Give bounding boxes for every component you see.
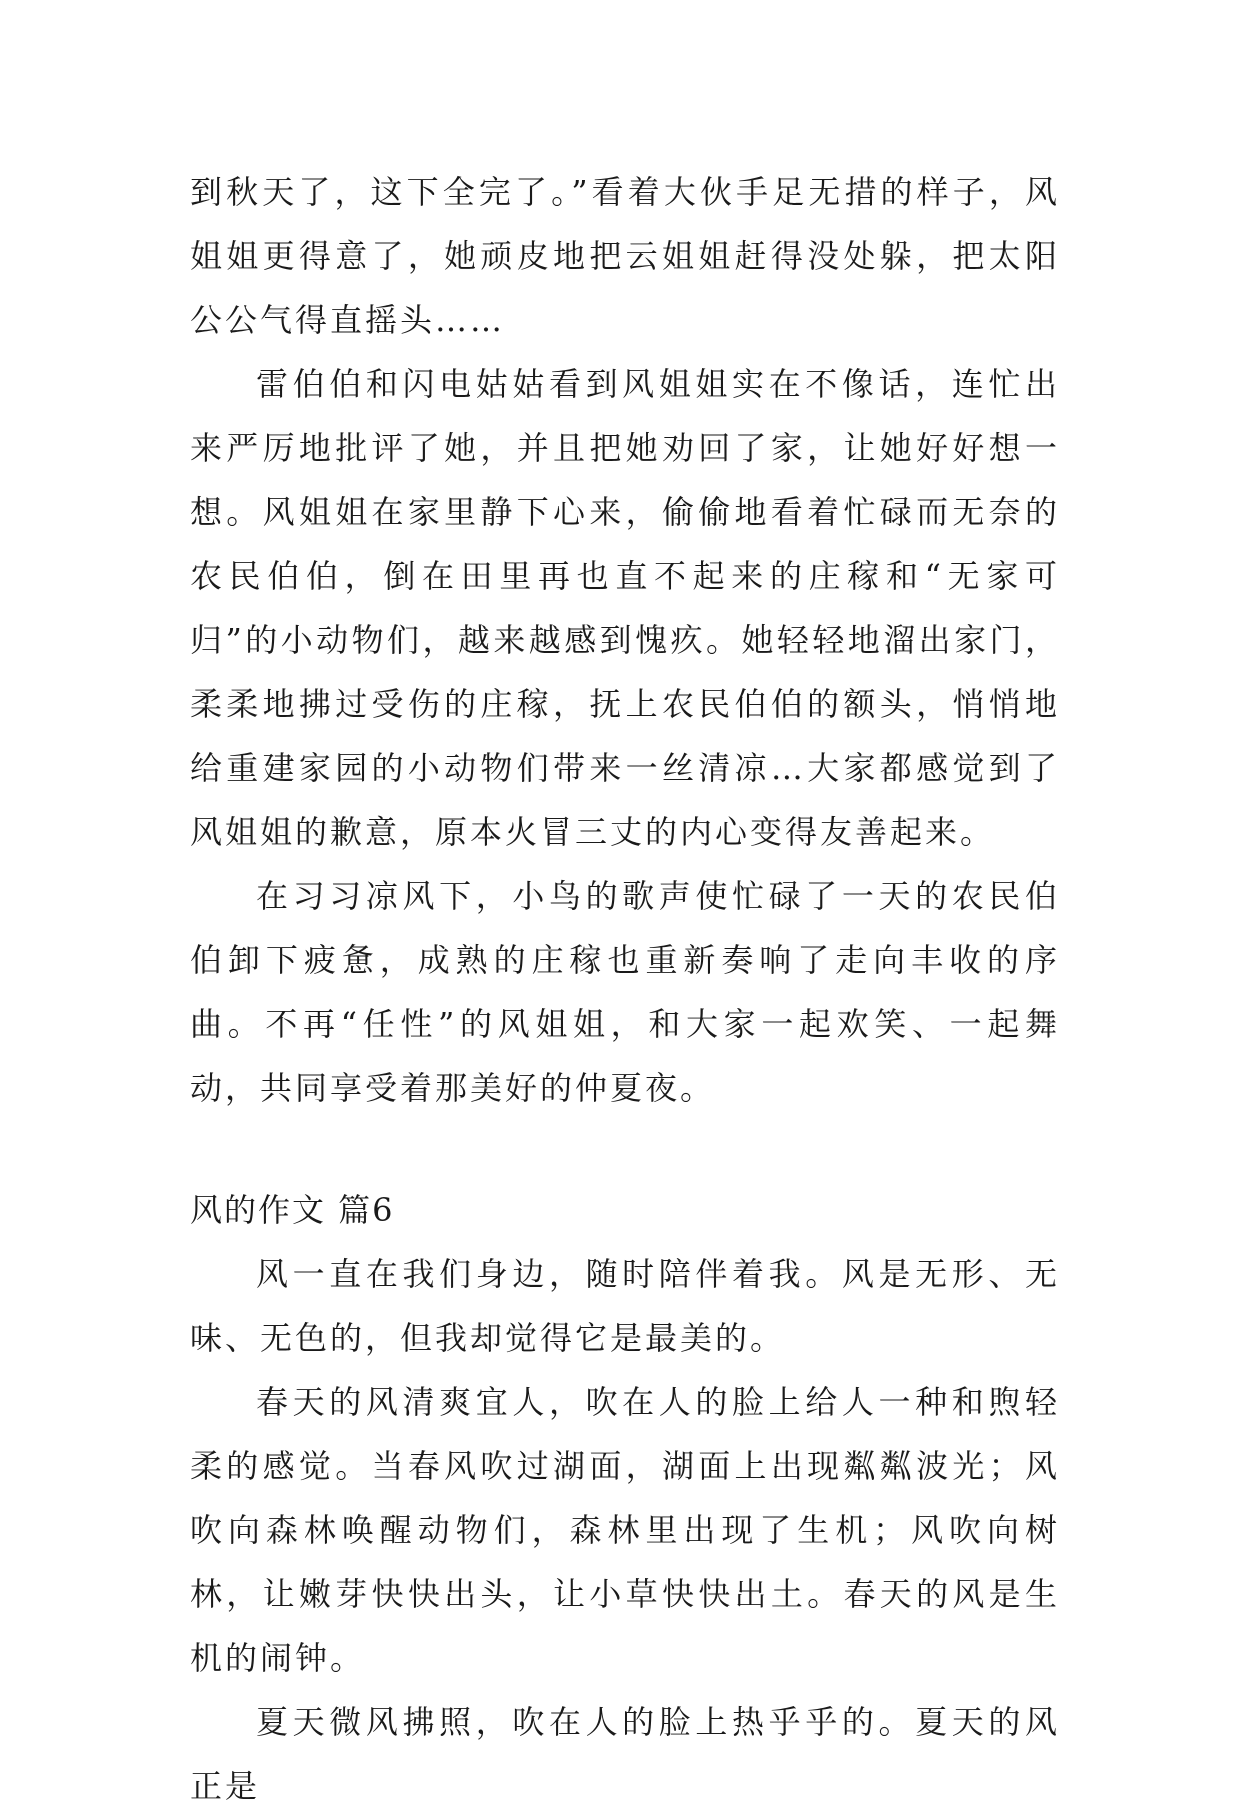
paragraph-4: 风一直在我们身边，随时陪伴着我。风是无形、无味、无色的，但我却觉得它是最美的。 [190,1255,1060,1357]
section-heading: 风的作文 篇6 [190,1191,395,1229]
paragraph-3: 在习习凉风下，小鸟的歌声使忙碌了一天的农民伯伯卸下疲惫，成熟的庄稼也重新奏响了走向丰收的序曲。不再“任性”的风姐姐，和大家一起欢笑、一起舞动，共同享受着那美好的仲夏夜。 [190,877,1060,1107]
paragraph-2: 雷伯伯和闪电姑姑看到风姐姐实在不像话，连忙出来严厉地批评了她，并且把她劝回了家，让她好好想一想。风姐姐在家里静下心来，偷偷地看着忙碌而无奈的农民伯伯，倒在田里再也直不起来的庄稼和“无家可归”的小动物们，越来越感到愧疚。她轻轻地溜出家门，柔柔地拂过受伤的庄稼，抚上农民伯伯的额头，悄悄地给重建家园的小动物们带来一丝清凉…大家都感觉到了风姐姐的歉意，原本火冒三丈的内心变得友善起来。 [190,365,1060,851]
document-body [190,160,1060,1818]
paragraph-1: 到秋天了，这下全完了。”看着大伙手足无措的样子，风姐姐更得意了，她顽皮地把云姐姐赶得没处躲，把太阳公公气得直摇头…… [190,173,1060,339]
paragraph-5: 春天的风清爽宜人，吹在人的脸上给人一种和煦轻柔的感觉。当春风吹过湖面，湖面上出现粼粼波光；风吹向森林唤醒动物们，森林里出现了生机；风吹向树林，让嫩芽快快出头，让小草快快出土。春天的风是生机的闹钟。 [190,1383,1060,1677]
paragraph-6: 夏天微风拂照，吹在人的脸上热乎乎的。夏天的风正是 [190,1703,1060,1805]
